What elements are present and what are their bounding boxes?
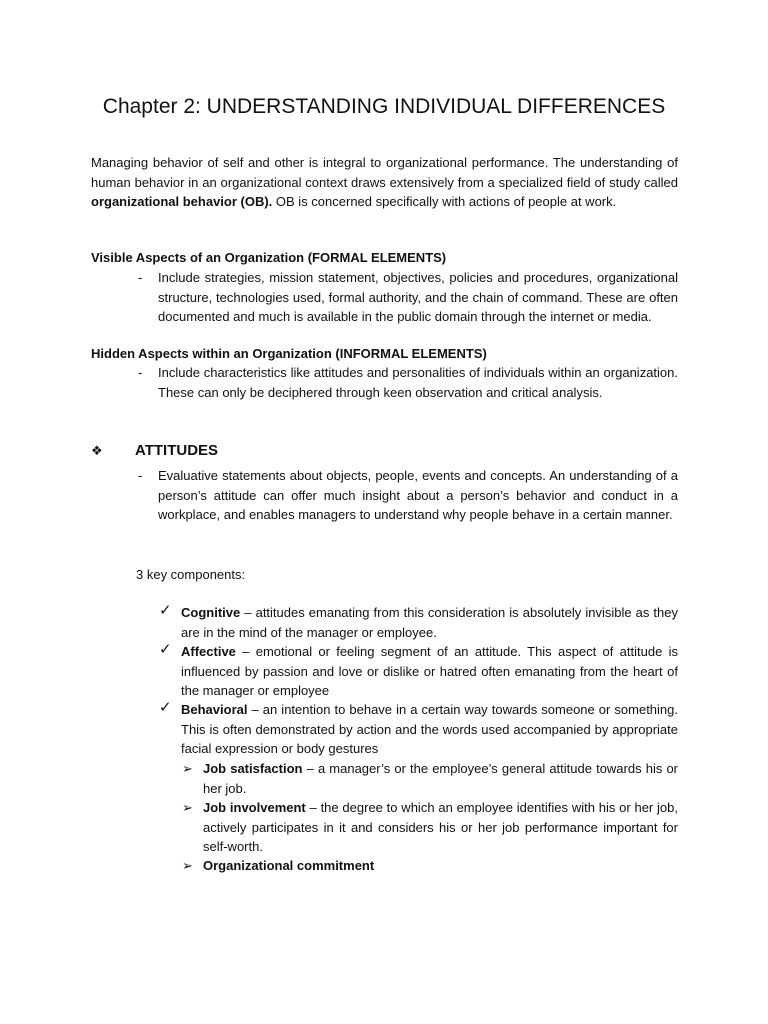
sub-item-description: – a manager’s or the employee’s general attitude towards his or her job. [203,761,679,796]
informal-elements-heading: Hidden Aspects within an Organization (INFORMAL ELEMENTS) [91,346,487,361]
component-description: – an intention to behave in a certain way towards someone or something. This is often demonstrated by action and the words used accompanied by appropriate facial expression or body gestures [181,702,678,756]
intro-paragraph [91,153,678,212]
component-term: Affective [181,644,236,659]
attitudes-title: ATTITUDES [135,442,219,459]
component-term: Behavioral [181,702,248,717]
component-description: – emotional or feeling segment of an attitude. This aspect of attitude is influenced by passion and love or dislike or hatred often emanating from the heart of the manager or employee [181,644,678,698]
attitudes-definition-text: Evaluative statements about objects, people, events and concepts. An understanding of a person’s attitude can offer much insight about a person’s behavior and conduct in a workplace, and enables managers to understand why people behave in a certain manner. [158,468,678,522]
arrow-bullet-icon: ➢ [182,858,193,873]
informal-elements-text: Include characteristics like attitudes and personalities of individuals within an organization. These can only be deciphered through keen observation and critical analysis. [158,365,678,400]
component-text [181,700,678,759]
sub-item-text [203,759,678,798]
intro-text-2: OB is concerned specifically with actions of people at work. [272,194,617,209]
formal-elements-heading: Visible Aspects of an Organization (FORMAL ELEMENTS) [91,250,447,265]
intro-bold-term: organizational behavior (OB). [91,194,273,209]
sub-item-text [203,798,678,857]
sub-item-term: Organizational commitment [203,858,375,873]
arrow-bullet-icon: ➢ [182,761,193,776]
dash-bullet: - [138,468,143,483]
component-description: – attitudes emanating from this consideration is absolutely invisible as they are in the mind of the manager or employee. [181,605,678,640]
checkmark-icon: ✓ [159,699,172,716]
key-components-label: 3 key components: [136,567,246,582]
formal-elements-text: Include strategies, mission statement, objectives, policies and procedures, organizational structure, technologies used, formal authority, and the chain of command. These are often documented and much is available in the public domain through the internet or media. [158,270,678,324]
sub-item-description: – the degree to which an employee identifies with his or her job, actively participates in it and considers his or her job performance important for self-worth. [203,800,679,854]
checkmark-icon: ✓ [159,641,172,658]
arrow-bullet-icon: ➢ [182,800,193,815]
page-title: Chapter 2: UNDERSTANDING INDIVIDUAL DIFFERENCES [102,95,666,118]
sub-item-text [203,856,678,876]
component-term: Cognitive [181,605,241,620]
intro-text-1: Managing behavior of self and other is integral to organizational performance. The understanding of human behavior in an organizational context draws extensively from a specialized field of study called [91,155,678,190]
diamond-bullet-icon: ❖ [91,443,103,458]
component-text [181,642,678,701]
dash-bullet: - [138,270,143,285]
checkmark-icon: ✓ [159,602,172,619]
sub-item-term: Job satisfaction [203,761,303,776]
dash-bullet: - [138,365,143,380]
sub-item-term: Job involvement [203,800,306,815]
component-text [181,603,678,642]
